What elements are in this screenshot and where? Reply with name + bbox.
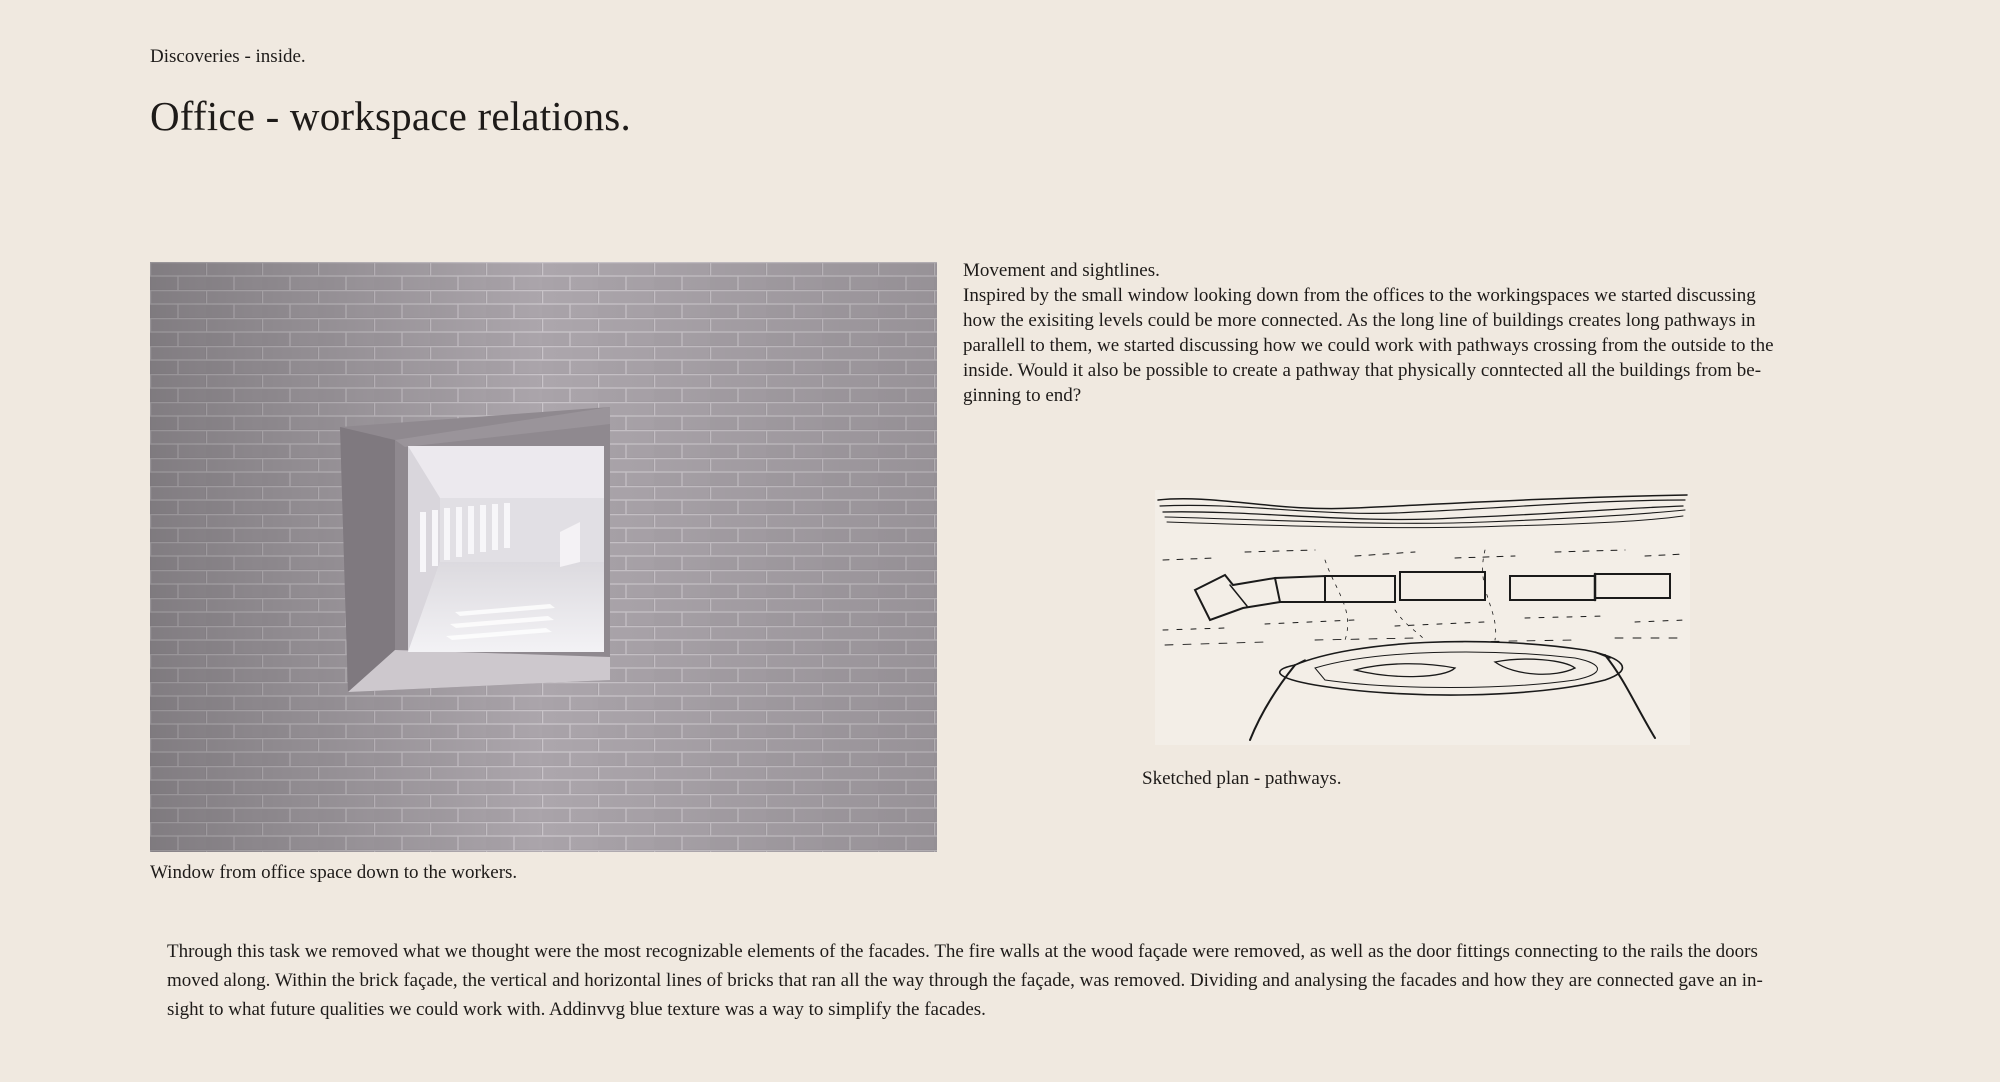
body-paragraph: [167, 937, 1912, 1024]
intro-line: parallell to them, we started discussing how we could work with pathways crossing from the outside to the: [963, 335, 1774, 356]
body-line: Through this task we removed what we thought were the most recognizable elements of the facades. The fire walls at the wood façade were removed, as well as the door fittings connecting to the rails the doors: [167, 941, 1758, 962]
photo-caption: Window from office space down to the workers.: [150, 862, 518, 883]
intro-line: Movement and sightlines.: [963, 260, 1160, 281]
page-title: Office - workspace relations.: [150, 93, 631, 139]
intro-line: how the exisiting levels could be more connected. As the long line of buildings creates long pathways in: [963, 310, 1756, 331]
window-photo-illustration: [150, 262, 937, 852]
intro-line: inside. Would it also be possible to create a pathway that physically conntected all the buildings from be-: [963, 360, 1762, 381]
intro-text: [963, 258, 1853, 408]
sketch-caption: Sketched plan - pathways.: [1142, 768, 1342, 789]
window-photo: [150, 262, 937, 852]
section-kicker: Discoveries - inside.: [150, 46, 306, 67]
pathway-sketch-drawing: [1155, 490, 1690, 745]
intro-line: Inspired by the small window looking down from the offices to the workingspaces we started discussing: [963, 285, 1756, 306]
pathway-sketch: [1155, 490, 1690, 745]
intro-line: ginning to end?: [963, 385, 1082, 406]
body-line: sight to what future qualities we could work with. Addinvvg blue texture was a way to simplify the facades.: [167, 999, 986, 1020]
body-line: moved along. Within the brick façade, the vertical and horizontal lines of bricks that ran all the way through the façade, was removed. Dividing and analysing the facades and how they are connected gave an in-: [167, 970, 1763, 991]
